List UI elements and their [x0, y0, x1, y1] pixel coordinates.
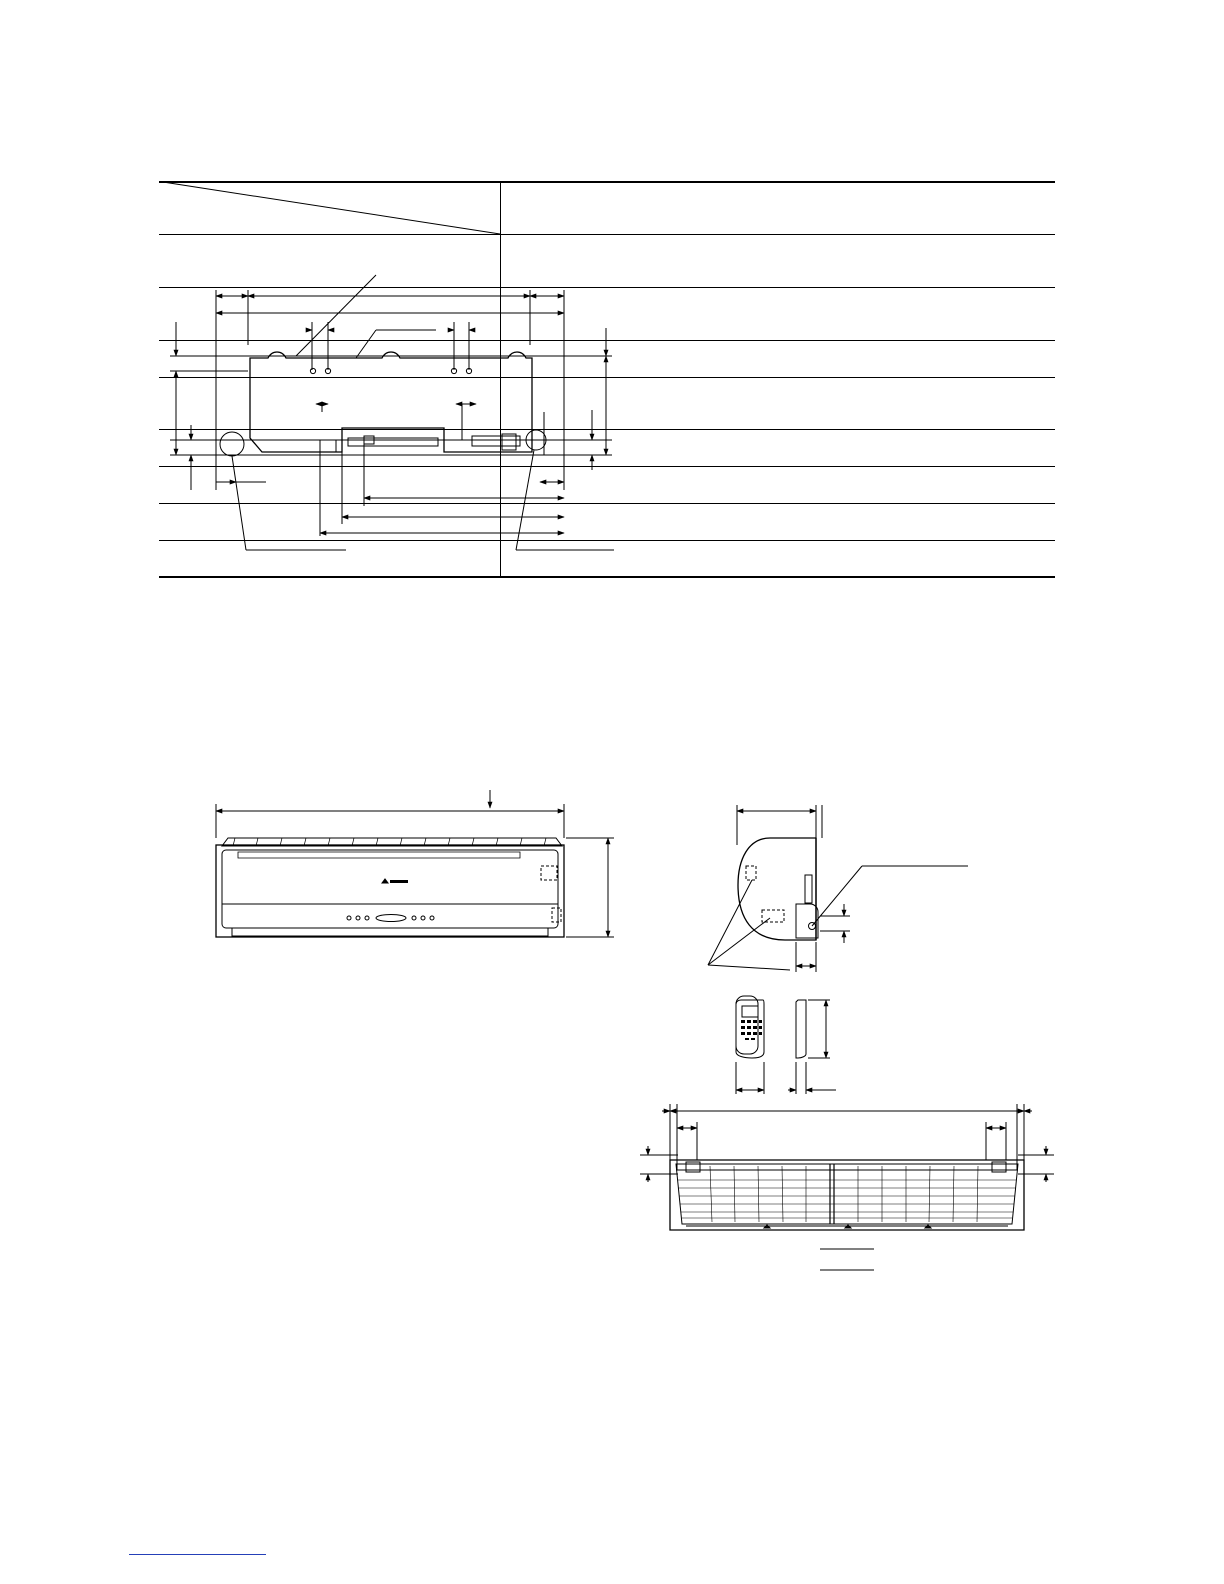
side-view	[708, 805, 968, 972]
back-view-mounting-plate	[170, 275, 614, 550]
footer-link-underline	[129, 1554, 266, 1555]
remote-controller-side	[788, 1000, 836, 1094]
front-view	[216, 790, 614, 937]
bottom-view	[640, 1104, 1054, 1270]
remote-controller-front	[736, 996, 764, 1094]
